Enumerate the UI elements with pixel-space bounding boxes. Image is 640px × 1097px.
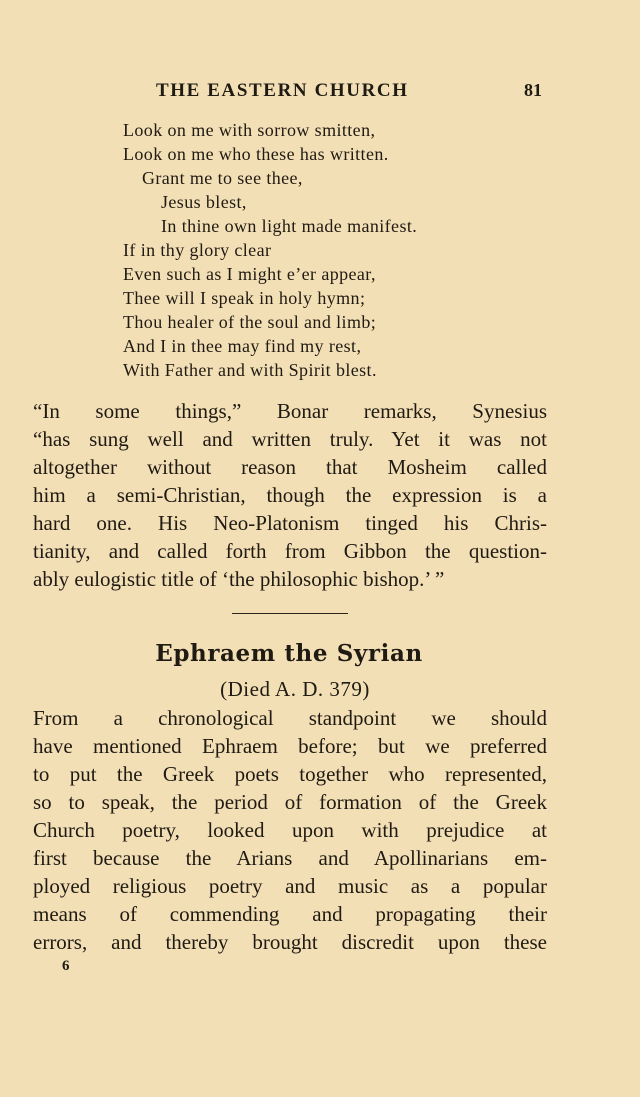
- poem-line: Even such as I might e’er appear,: [123, 264, 376, 284]
- paragraph-line: From a chronological standpoint we should: [33, 706, 547, 730]
- paragraph-line: hard one. His Neo-Platonism tinged his Chris-: [33, 511, 547, 535]
- paragraph-line: errors, and thereby brought discredit upon these: [33, 930, 547, 954]
- signature-mark: 6: [62, 958, 70, 974]
- paragraph-line: “has sung well and written truly. Yet it was not: [33, 427, 547, 451]
- paragraph-line: means of commending and propagating their: [33, 902, 547, 926]
- poem-line: Look on me with sorrow smitten,: [123, 120, 376, 140]
- poem-line: In thine own light made manifest.: [161, 216, 418, 236]
- paragraph-line: ably eulogistic title of ‘the philosophic bishop.’ ”: [33, 567, 445, 591]
- paragraph-line: first because the Arians and Apollinarians em-: [33, 846, 547, 870]
- poem-line: With Father and with Spirit blest.: [123, 360, 377, 380]
- paragraph-line: “In some things,” Bonar remarks, Synesius: [33, 399, 547, 423]
- paragraph-line: tianity, and called forth from Gibbon the question-: [33, 539, 547, 563]
- running-head: [0, 80, 640, 106]
- paragraph-line: to put the Greek poets together who represented,: [33, 762, 547, 786]
- paragraph-line: Church poetry, looked upon with prejudice at: [33, 818, 547, 842]
- section-divider: [232, 613, 348, 614]
- poem-line: Grant me to see thee,: [142, 168, 303, 188]
- paragraph-line: him a semi-Christian, though the expression is a: [33, 483, 547, 507]
- section-heading: Ephraem the Syrian: [155, 640, 423, 667]
- poem-line: Jesus blest,: [161, 192, 247, 212]
- paragraph-line: have mentioned Ephraem before; but we preferred: [33, 734, 547, 758]
- poem-line: If in thy glory clear: [123, 240, 272, 260]
- paragraph-line: ployed religious poetry and music as a popular: [33, 874, 547, 898]
- page-number: 81: [524, 80, 542, 100]
- paragraph-line: altogether without reason that Mosheim called: [33, 455, 547, 479]
- poem-line: Look on me who these has written.: [123, 144, 389, 164]
- section-date: (Died A. D. 379): [220, 677, 370, 701]
- poem-line: Thee will I speak in holy hymn;: [123, 288, 366, 308]
- poem-line: Thou healer of the soul and limb;: [123, 312, 377, 332]
- poem-line: And I in thee may find my rest,: [123, 336, 362, 356]
- running-title: THE EASTERN CHURCH: [156, 80, 409, 101]
- paragraph-line: so to speak, the period of formation of the Greek: [33, 790, 547, 814]
